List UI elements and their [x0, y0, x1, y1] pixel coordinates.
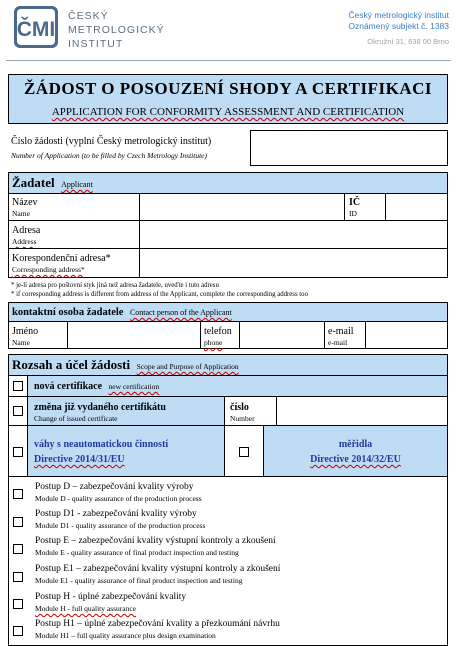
change-cert-label-cell: [27, 396, 225, 426]
contact-name-field[interactable]: [67, 321, 201, 349]
applicant-id-label-en: ID: [349, 209, 357, 218]
application-number-label-cz: Číslo žádosti (vyplní Český metrologický institut): [11, 136, 212, 147]
nawi-label-cell: [27, 425, 225, 477]
scope-title-wrap: [12, 359, 239, 372]
applicant-address-label-en: Address: [12, 237, 37, 246]
new-cert-label-cz: nová certifikace: [34, 381, 103, 392]
org-right-line-1: Český metrologický institut: [348, 10, 449, 20]
nawi-directive: Directive 2014/31/EU: [34, 454, 125, 465]
header-divider: [6, 60, 451, 61]
nawi-label-cz: váhy s neautomatickou činností: [34, 439, 169, 450]
cert-number-label-en: Number: [230, 414, 255, 423]
applicant-id-label-cell: [344, 193, 386, 221]
svg-text:ČMI: ČMI: [16, 18, 56, 41]
contact-name-label-cz: Jméno: [12, 326, 39, 337]
applicant-title-en: Applicant: [61, 180, 93, 189]
contact-phone-label-cz: telefon: [204, 326, 232, 337]
org-address: Okružní 31, 638 00 Brno: [367, 37, 449, 46]
module-e-label: Postup E – zabezpečování kvality výstupní kontroly a zkoušení: [35, 536, 276, 546]
module-d-checkbox[interactable]: [13, 489, 23, 499]
contact-title-wrap: [12, 307, 232, 318]
contact-email-label: [328, 326, 354, 348]
application-number-field[interactable]: [250, 130, 448, 166]
org-right-line-2: Oznámený subjekt č. 1383: [348, 21, 449, 31]
mi-label: [264, 437, 447, 467]
module-h1-sub: Module H1 – full quality assurance plus design examination: [35, 631, 216, 640]
new-cert-label-cell: [27, 375, 448, 397]
change-cert-label: [34, 402, 166, 424]
module-h1-checkbox[interactable]: [13, 626, 23, 636]
form-title-en: APPLICATION FOR CONFORMITY ASSESSMENT AND CERTIFICATION: [51, 106, 405, 118]
module-e1: [35, 564, 280, 586]
change-cert-check-cell: [8, 396, 28, 426]
contact-email-field[interactable]: [365, 321, 448, 349]
module-e1-label: Postup E1 – zabezpečování kvality výstupní kontroly a zkoušení: [35, 564, 281, 574]
contact-title-en: Contact person of the Applicant: [129, 308, 232, 317]
module-e: [35, 536, 276, 558]
module-h1-label: Postup H1 – úplné zabezpečování kvality a přezkoumání návrhu: [35, 619, 280, 629]
module-e-sub: Module E - quality assurance of final product inspection and testing: [35, 548, 239, 557]
corr-address-label-cz: Korespondenční adresa*: [12, 253, 111, 264]
corr-address-field[interactable]: [139, 248, 448, 278]
new-cert-checkbox[interactable]: [13, 381, 23, 391]
application-number-label-cell: [8, 130, 252, 168]
notified-body-info: [348, 10, 449, 32]
applicant-title: Žadatel: [12, 175, 55, 190]
contact-name-label-cell: [8, 321, 68, 349]
contact-section-header: [8, 302, 448, 322]
org-name: [68, 9, 165, 51]
org-line-3: INSTITUT: [68, 38, 124, 50]
applicant-name-label-en: Name: [12, 209, 30, 218]
corr-address-label-en: Corresponding address*: [12, 265, 85, 274]
nawi-checkbox[interactable]: [13, 447, 23, 457]
nawi-label: [34, 437, 168, 467]
application-number-label: [11, 136, 211, 161]
applicant-section-header: [8, 172, 448, 194]
org-line-2: METROLOGICKÝ: [68, 24, 165, 36]
applicant-id-label: [349, 197, 360, 219]
form-title: ŽÁDOST O POSOUZENÍ SHODY A CERTIFIKACI: [23, 79, 433, 98]
applicant-name-label-cell: [8, 193, 140, 221]
cert-number-label-cz: číslo: [230, 402, 249, 413]
module-d: [35, 482, 202, 504]
applicant-name-field[interactable]: [139, 193, 345, 221]
modules-list: [8, 476, 448, 646]
change-cert-checkbox[interactable]: [13, 406, 23, 416]
module-d1-sub: Module D1 - quality assurance of the production process: [35, 521, 206, 530]
nawi-check-cell: [8, 425, 28, 477]
title-band: [8, 74, 448, 124]
applicant-name-label: [12, 197, 38, 219]
mi-label-cz: měřidla: [338, 439, 373, 450]
corr-address-label: [12, 253, 111, 275]
applicant-name-label-cz: Název: [12, 197, 38, 208]
module-e-checkbox[interactable]: [13, 544, 23, 554]
corr-note-en: * if corresponding address is different from address of the Applicant, complete the corresponding address too: [11, 291, 308, 298]
contact-phone-label-en: phone: [204, 338, 223, 347]
applicant-address-field[interactable]: [139, 220, 448, 249]
change-cert-label-en: Change of issued certificate: [34, 414, 118, 423]
module-h-sub: Module H - full quality assurance: [35, 604, 137, 613]
change-cert-label-cz: změna již vydaného certifikátu: [34, 402, 166, 413]
contact-name-label-en: Name: [12, 338, 30, 347]
applicant-address-label-cz: Adresa: [12, 225, 41, 236]
module-h1: [35, 619, 280, 641]
module-h-checkbox[interactable]: [13, 599, 23, 609]
module-d-sub: Module D - quality assurance of the production process: [35, 494, 202, 503]
contact-name-label: [12, 326, 38, 348]
module-d1-label: Postup D1 - zabezpečování kvality výroby: [35, 509, 197, 519]
new-cert-check-cell: [8, 375, 28, 397]
module-e1-checkbox[interactable]: [13, 572, 23, 582]
contact-title: kontaktní osoba žadatele: [12, 307, 124, 318]
module-h-label: Postup H - úplné zabezpečování kvality: [35, 592, 187, 602]
cmi-logo: [14, 6, 58, 48]
contact-email-label-cz: e-mail: [328, 326, 354, 337]
module-h: [35, 592, 186, 614]
contact-email-label-en: e-mail: [328, 338, 348, 347]
applicant-id-label-cz: IČ: [349, 197, 361, 208]
contact-phone-label: [204, 326, 232, 348]
cert-number-label-cell: [224, 396, 277, 426]
cert-number-field[interactable]: [276, 396, 448, 426]
module-d1-checkbox[interactable]: [13, 517, 23, 527]
scope-title: Rozsah a účel žádosti: [12, 357, 131, 372]
mi-checkbox[interactable]: [239, 447, 249, 457]
module-d1: [35, 509, 205, 531]
mi-directive: Directive 2014/32/EU: [310, 454, 401, 465]
org-line-1: ČESKÝ: [68, 10, 109, 22]
cert-number-label: [230, 402, 255, 424]
module-e1-sub: Module E1 - quality assurance of final product inspection and testing: [35, 576, 243, 585]
new-cert-label-en: new certification: [108, 382, 160, 391]
module-d-label: Postup D – zabezpečování kvality výroby: [35, 482, 194, 492]
contact-email-label-cell: [324, 321, 366, 349]
scope-title-en: Scope and Purpose of Application: [136, 362, 239, 371]
contact-phone-label-cell: [200, 321, 240, 349]
corr-note-cz: * je-li adresa pro poštovní styk jiná než adresa žadatele, uveďte i tuto adresu: [11, 282, 219, 289]
applicant-address-label-cell: [8, 220, 140, 249]
applicant-address-label: [12, 225, 40, 247]
application-number-label-en: Number of Application (to be filled by Czech Metrology Institute): [11, 151, 208, 160]
mi-label-cell: [263, 425, 448, 477]
new-cert-label: [34, 381, 159, 392]
applicant-id-field[interactable]: [385, 193, 448, 221]
contact-phone-field[interactable]: [239, 321, 325, 349]
mi-check-cell: [224, 425, 264, 477]
scope-section-header: [8, 354, 448, 376]
corr-address-label-cell: [8, 248, 140, 278]
applicant-title-wrap: [12, 177, 93, 190]
